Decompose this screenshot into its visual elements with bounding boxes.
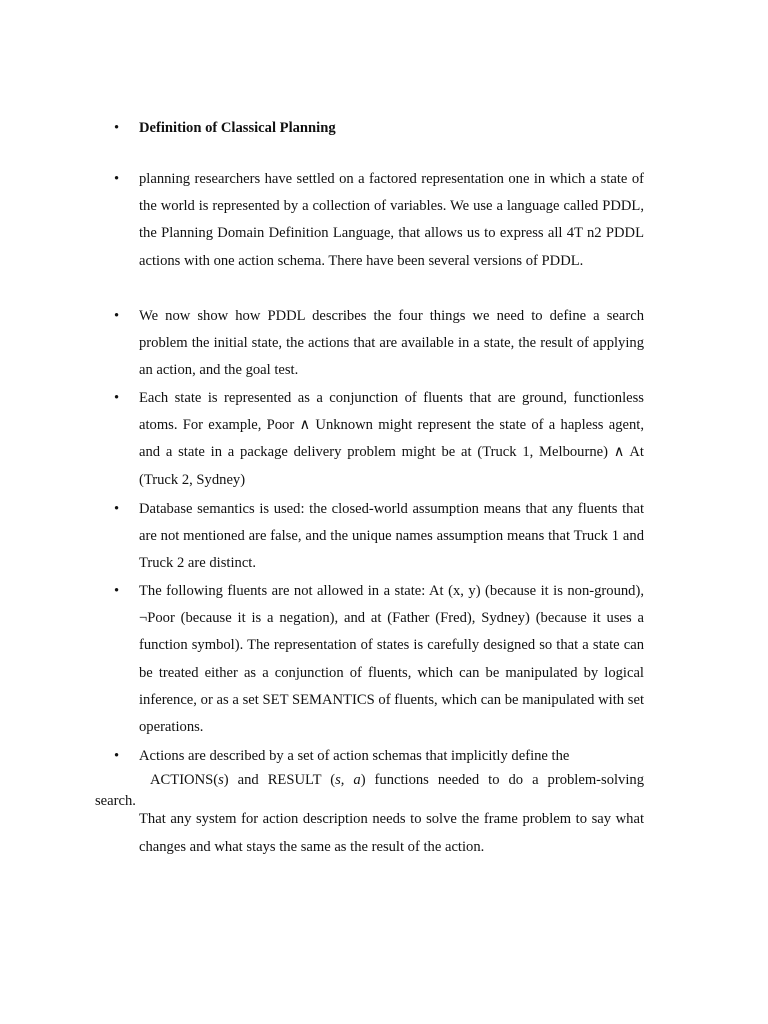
paragraph-pddl-four-things: We now show how PDDL describes the four things we need to define a search problem the initial state, the actions that are available in a state, the result of applying an action, and the goal test. <box>139 308 644 379</box>
bullet-marker: • <box>114 171 120 187</box>
bullet-marker: • <box>114 390 120 406</box>
bullet-marker: • <box>114 308 120 324</box>
paragraph-disallowed-fluents: The following fluents are not allowed in a state: At (x, y) (because it is non-ground), ¬Poor (because it is a negation), and at (Father (Fred), Sydney) (because it uses a function symbol). The representation of states is carefully designed so that a state can be treated either as a conjunction of fluents, which can be manipulated by logical inference, or as a set SET SEMANTICS of fluents, which can be manipulated with set operations. <box>139 583 644 736</box>
paragraph-state-representation: Each state is represented as a conjunction of fluents that are ground, functionless atoms. For example, Poor ∧ Unknown might represent the state of a hapless agent, and a state in a package delivery problem might be at (Truck 1, Melbourne) ∧ At (Truck 2, Sydney) <box>139 390 644 488</box>
bullet-marker: • <box>114 748 120 764</box>
paragraph-action-schemas: Actions are described by a set of action schemas that implicitly define the <box>139 748 570 764</box>
paragraph-frame-problem: That any system for action description needs to solve the frame problem to say what changes and what stays the same as the result of the action. <box>139 811 644 855</box>
bullet-marker: • <box>114 501 120 517</box>
search-word: search. <box>95 793 136 809</box>
paragraph-database-semantics: Database semantics is used: the closed-world assumption means that any fluents that are not mentioned are false, and the unique names assumption means that Truck 1 and Truck 2 are distinct. <box>139 501 644 572</box>
section-heading: Definition of Classical Planning <box>139 120 336 136</box>
actions-result-line: ACTIONS(s) and RESULT (s, a) functions needed to do a problem-solving <box>150 772 645 788</box>
bullet-marker: • <box>114 583 120 599</box>
paragraph-factored-representation: planning researchers have settled on a factored representation one in which a state of the world is represented by a collection of variables. We use a language called PDDL, the Planning Domain Definition Language, that allows us to express all 4T n2 PDDL actions with one action schema. There have been several versions of PDDL. <box>139 171 644 269</box>
bullet-marker: • <box>114 120 120 136</box>
